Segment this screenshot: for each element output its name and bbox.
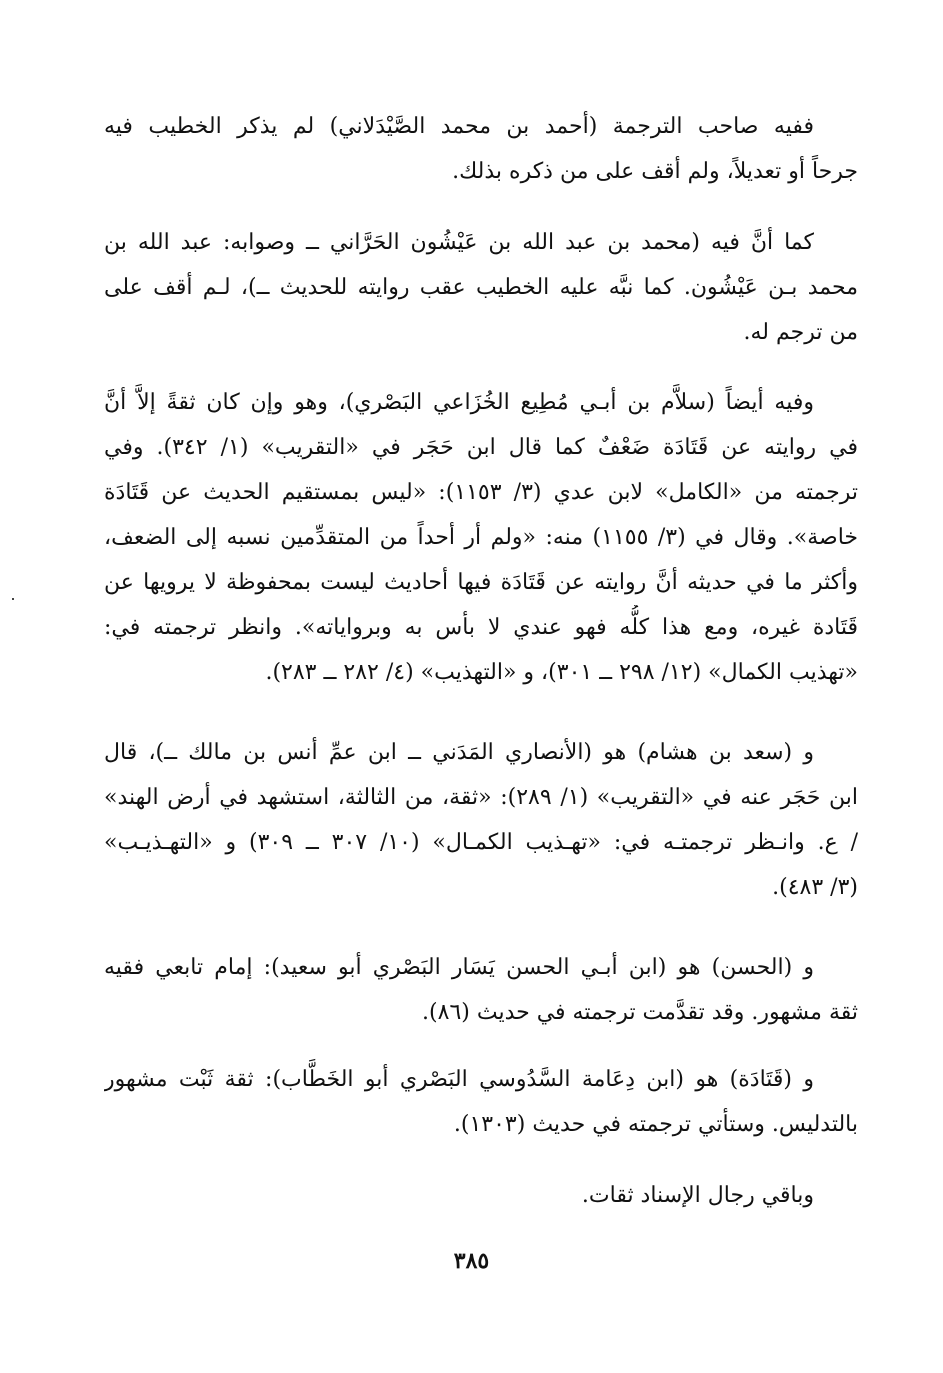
paragraph-saad-ibn-hisham: [104, 730, 858, 910]
text-line: من ترجم له.: [743, 320, 858, 345]
text-line: ترجمته من «الكامل» لابن عدي (٣/ ١١٥٣): «ليس بمستقيم الحديث عن قَتَادَة: [104, 480, 858, 505]
text-line: كما أنَّ فيه (محمد بن عبد الله بن عَيْشُون الحَرَّاني ــ وصوابه: عبد الله بن: [104, 230, 814, 255]
text-line: محمد بـن عَيْشُون. كما نبَّه عليه الخطيب عقب روايته للحديث ــ)، لـم أقف على: [104, 275, 858, 300]
text-line: (٣/ ٤٨٣).: [772, 875, 858, 900]
page-number: ٣٨٥: [453, 1248, 490, 1274]
paragraph-al-hasan: [104, 945, 858, 1035]
text-line: في روايته عن قَتَادَة ضَعْفٌ كما قال ابن حَجَر في «التقريب» (١/ ٣٤٢). وفي: [104, 435, 858, 460]
text-line: / ع. وانـظر ترجمتـه في: «تهـذيب الكمـال» (١٠/ ٣٠٧ ــ ٣٠٩) و «التهـذيـب»: [104, 830, 858, 855]
paragraph-remaining-narrators: [104, 1173, 858, 1218]
text-line: و (الحسن) هو (ابن أبـي الحسن يَسَار البَصْري أبو سعيد): إمام تابعي فقيه: [104, 955, 814, 980]
paragraph-qatada: [104, 1057, 858, 1147]
text-line: ثقة مشهور. وقد تقدَّمت ترجمته في حديث (٨٦).: [422, 1000, 858, 1025]
paragraph-ibn-ayshun: [104, 220, 858, 355]
text-line: ابن حَجَر عنه في «التقريب» (١/ ٢٨٩): «ثقة، من الثالثة، استشهد في أرض الهند»: [104, 785, 858, 810]
text-line: و (سعد بن هشام) هو (الأنصاري المَدَني ــ ابن عمِّ أنس بن مالك ــ)، قال: [104, 740, 814, 765]
text-line: وفيه أيضاً (سلاَّم بن أبـي مُطِيع الخُزَاعي البَصْري)، وهو وإن كان ثقةً إلاَّ أنَّ: [104, 390, 814, 415]
text-line: وباقي رجال الإسناد ثقات.: [581, 1183, 814, 1208]
text-line: و (قَتَادَة) هو (ابن دِعَامة السَّدُوسي البَصْري أبو الخَطَّاب): ثقة ثَبْت مشهور: [104, 1067, 814, 1092]
paragraph-sallam: [104, 380, 858, 695]
text-line: جرحاً أو تعديلاً، ولم أقف على من ذكره بذلك.: [452, 159, 858, 184]
text-line: ففيه صاحب الترجمة (أحمد بن محمد الصَّيْدَلاني) لم يذكر الخطيب فيه: [104, 114, 814, 139]
text-line: «تهذيب الكمال» (١٢/ ٢٩٨ ــ ٣٠١)، و «التهذيب» (٤/ ٢٨٢ ــ ٢٨٣).: [265, 660, 858, 685]
paragraph-sahib-tarjama: [104, 104, 858, 194]
scan-speck: [12, 598, 14, 600]
text-line: بالتدليس. وستأتي ترجمته في حديث (١٣٠٣).: [453, 1112, 858, 1137]
text-line: قَتَادة غيره، ومع هذا كلُّه فهو عندي لا بأس به وبرواياته». وانظر ترجمته في:: [104, 615, 858, 640]
text-line: خاصة». وقال في (٣/ ١١٥٥) منه: «ولم أر أحداً من المتقدِّمين نسبه إلى الضعف،: [104, 525, 858, 550]
text-line: وأكثر ما في حديثه أنَّ روايته عن قَتَادَة فيها أحاديث ليست بمحفوظة لا يرويها عن: [104, 570, 858, 595]
